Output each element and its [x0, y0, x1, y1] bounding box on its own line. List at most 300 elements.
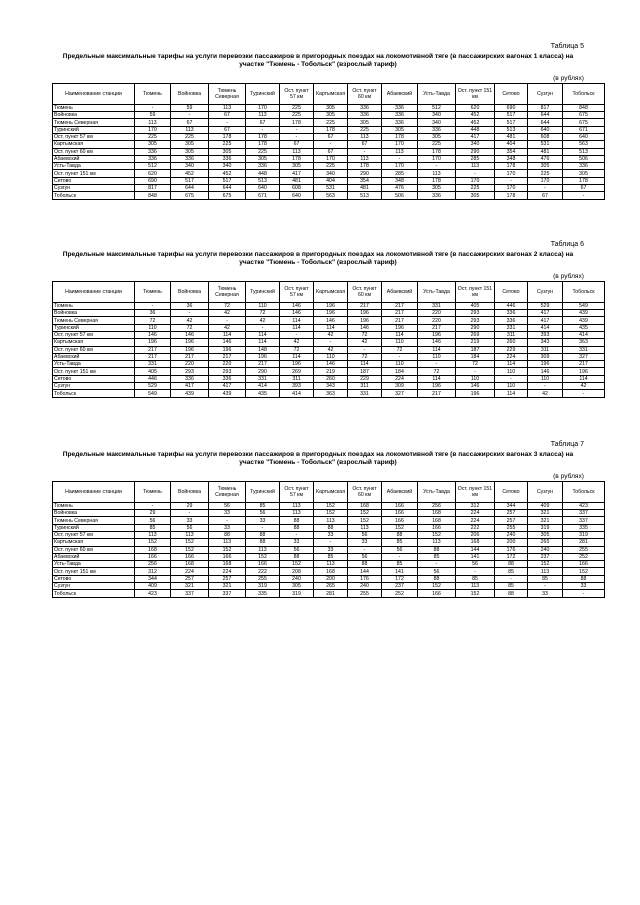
fare-cell: 59 — [171, 104, 209, 111]
fare-cell: 88 — [382, 532, 418, 539]
station-name: Тобольск — [53, 192, 135, 199]
fare-cell: 224 — [209, 568, 246, 575]
fare-cell: 168 — [314, 568, 348, 575]
fare-cell: 170 — [382, 141, 418, 148]
fare-cell: - — [280, 126, 314, 133]
fare-cell: 72 — [209, 302, 246, 309]
fare-cell: 224 — [171, 568, 209, 575]
fare-cell: 414 — [280, 390, 314, 397]
fare-cell: 257 — [171, 575, 209, 582]
fare-cell: 336 — [209, 375, 246, 382]
fare-cell: 152 — [209, 546, 246, 553]
fare-cell: 170 — [528, 177, 563, 184]
fare-cell: 85 — [456, 575, 495, 582]
fare-cell: - — [135, 302, 171, 309]
station-name: Усть-Тавда — [53, 163, 135, 170]
station-name: Ост. пункт 57 км — [53, 532, 135, 539]
station-name: Сетово — [53, 575, 135, 582]
fare-cell: 88 — [246, 539, 280, 546]
fare-cell: 110 — [528, 375, 563, 382]
fare-cell: 88 — [280, 553, 314, 560]
fare-cell: - — [456, 170, 495, 177]
fare-cell: 229 — [495, 346, 528, 353]
fare-cell: 340 — [314, 170, 348, 177]
fare-cell: 225 — [456, 185, 495, 192]
fare-cell: 178 — [246, 141, 280, 148]
fare-cell: 331 — [135, 361, 171, 368]
fare-cell: 217 — [171, 353, 209, 360]
fare-cell: 110 — [135, 324, 171, 331]
fare-cell: 224 — [495, 353, 528, 360]
fare-cell: 114 — [563, 375, 605, 382]
fare-cell: 113 — [280, 148, 314, 155]
fare-cell: 452 — [456, 112, 495, 119]
fare-cell: 848 — [135, 192, 171, 199]
fare-cell: 336 — [171, 375, 209, 382]
fare-cell: - — [418, 163, 456, 170]
fare-cell: 178 — [382, 134, 418, 141]
fare-cell: 220 — [418, 310, 456, 317]
table-row — [53, 583, 605, 590]
fare-cell: 166 — [246, 561, 280, 568]
fare-cell: 178 — [348, 163, 382, 170]
fare-cell: 196 — [209, 346, 246, 353]
station-name: Тюмень — [53, 502, 135, 509]
fare-cell: 414 — [246, 383, 280, 390]
fare-cell: 113 — [209, 539, 246, 546]
fare-cell: 414 — [563, 332, 605, 339]
fare-cell: 336 — [418, 126, 456, 133]
fare-cell: 255 — [563, 546, 605, 553]
column-header: Ост. пункт 151 км — [456, 281, 495, 302]
fare-cell: - — [314, 539, 348, 546]
fare-cell: 446 — [495, 302, 528, 309]
column-header: Тобольск — [563, 281, 605, 302]
fare-cell: 141 — [456, 553, 495, 560]
fare-cell: 187 — [348, 368, 382, 375]
station-name: Туринский — [53, 126, 135, 133]
fare-cell: 170 — [246, 104, 280, 111]
fare-cell: 178 — [418, 148, 456, 155]
station-name: Ост. пункт 57 км — [53, 134, 135, 141]
fare-cell: - — [280, 332, 314, 339]
column-header: Войновка — [171, 83, 209, 104]
fare-cell: 337 — [563, 510, 605, 517]
fare-cell: 42 — [314, 332, 348, 339]
fare-cell: 88 — [280, 524, 314, 531]
fare-cell: 67 — [563, 185, 605, 192]
table-row — [53, 568, 605, 575]
fare-cell: 439 — [209, 390, 246, 397]
fare-cell: 113 — [456, 163, 495, 170]
fare-cell: 196 — [171, 339, 209, 346]
fare-cell: 178 — [495, 163, 528, 170]
unit-label: (в рублях) — [553, 74, 584, 82]
fare-cell: 110 — [418, 353, 456, 360]
fare-cell: 146 — [280, 310, 314, 317]
fare-cell: 423 — [563, 502, 605, 509]
fare-cell: 146 — [456, 383, 495, 390]
fare-cell: 220 — [209, 361, 246, 368]
fare-cell: 260 — [314, 375, 348, 382]
fare-cell: 196 — [418, 332, 456, 339]
fare-cell: 72 — [418, 368, 456, 375]
fare-cell: 417 — [528, 317, 563, 324]
fare-cell: 85 — [528, 575, 563, 582]
column-header: Тюмень Северная — [209, 481, 246, 502]
table-row — [53, 539, 605, 546]
fare-cell: 448 — [246, 170, 280, 177]
table-row — [53, 148, 605, 155]
station-name: Сузгун — [53, 383, 135, 390]
fare-cell: 321 — [171, 583, 209, 590]
fare-cell: - — [456, 568, 495, 575]
fare-cell: 113 — [348, 134, 382, 141]
column-header: Туринский — [246, 281, 280, 302]
fare-cell: 85 — [246, 502, 280, 509]
fare-cell: 225 — [135, 134, 171, 141]
column-header: Ост. пункт 151 км — [456, 83, 495, 104]
fare-cell: 146 — [171, 332, 209, 339]
unit-label: (в рублях) — [553, 472, 584, 480]
fare-cell: - — [563, 390, 605, 397]
fare-cell: 200 — [314, 575, 348, 582]
fare-cell: 146 — [528, 368, 563, 375]
fare-cell: 217 — [246, 361, 280, 368]
station-name: Ост. пункт 60 км — [53, 148, 135, 155]
fare-cell: 319 — [563, 532, 605, 539]
fare-cell: 257 — [495, 517, 528, 524]
fare-cell: 309 — [382, 383, 418, 390]
table-row — [53, 361, 605, 368]
fare-cell: 85 — [495, 583, 528, 590]
column-header: Ост. пункт 57 км — [280, 281, 314, 302]
fare-cell: 690 — [135, 177, 171, 184]
fare-cell: 225 — [280, 112, 314, 119]
fare-cell: 113 — [348, 155, 382, 162]
fare-cell: 225 — [314, 119, 348, 126]
fare-cell: 620 — [456, 104, 495, 111]
fare-cell: 348 — [495, 155, 528, 162]
fare-cell: 224 — [456, 510, 495, 517]
fare-cell: 72 — [171, 324, 209, 331]
fare-cell: 33 — [209, 524, 246, 531]
fare-cell: 88 — [280, 517, 314, 524]
fare-cell: 225 — [528, 170, 563, 177]
fare-cell: 113 — [314, 561, 348, 568]
fare-cell: 336 — [563, 163, 605, 170]
fare-cell: 85 — [382, 539, 418, 546]
fare-cell: 114 — [280, 317, 314, 324]
fare-cell: 305 — [382, 126, 418, 133]
fare-cell: 196 — [418, 383, 456, 390]
fare-cell: 225 — [171, 134, 209, 141]
fare-cell: 237 — [382, 583, 418, 590]
fare-cell: 88 — [418, 546, 456, 553]
station-name: Сузгун — [53, 185, 135, 192]
table-row — [53, 546, 605, 553]
fare-cell: 305 — [135, 141, 171, 148]
fare-cell: 331 — [563, 346, 605, 353]
fare-cell: 257 — [209, 575, 246, 582]
fare-cell: 88 — [314, 524, 348, 531]
fare-cell: 336 — [209, 155, 246, 162]
fare-cell: 206 — [456, 532, 495, 539]
header-row — [53, 481, 605, 502]
fare-cell: 608 — [280, 185, 314, 192]
fare-cell: 671 — [563, 126, 605, 133]
fare-cell: 305 — [528, 532, 563, 539]
fare-cell: 168 — [135, 546, 171, 553]
fare-cell: 340 — [456, 141, 495, 148]
table-title: Предельные максимальные тарифы на услуги перевозки пассажиров в пригородных поездах на локомотивной тяге (в пассажирских вагонах 1 класса) на участке "Тюмень - Тобольск" (взрослый тариф) — [62, 53, 574, 69]
fare-cell: 114 — [280, 324, 314, 331]
fare-cell: - — [171, 510, 209, 517]
fare-cell: 293 — [171, 368, 209, 375]
fare-cell: 240 — [528, 546, 563, 553]
fare-cell: 446 — [135, 375, 171, 382]
fare-cell: 152 — [246, 553, 280, 560]
fare-cell: 113 — [280, 510, 314, 517]
fare-cell: 152 — [456, 590, 495, 597]
fare-cell: - — [348, 546, 382, 553]
column-header: Тюмень — [135, 481, 171, 502]
fare-cell: 88 — [246, 532, 280, 539]
fare-cell: 59 — [135, 112, 171, 119]
fare-cell: - — [135, 104, 171, 111]
fare-cell: 178 — [418, 177, 456, 184]
fare-cell: 305 — [280, 583, 314, 590]
table-row — [53, 510, 605, 517]
fare-cell: 517 — [495, 112, 528, 119]
fare-cell: 170 — [135, 126, 171, 133]
fare-cell: 529 — [528, 302, 563, 309]
fare-cell: 452 — [456, 119, 495, 126]
column-header: Абаевский — [382, 281, 418, 302]
table-row — [53, 310, 605, 317]
fare-cell: 42 — [314, 346, 348, 353]
fare-cell: 166 — [171, 553, 209, 560]
fare-cell: 170 — [495, 170, 528, 177]
fare-cell: 305 — [456, 192, 495, 199]
fare-cell: 513 — [563, 148, 605, 155]
fare-cell: 72 — [456, 361, 495, 368]
station-name: Тюмень Северная — [53, 517, 135, 524]
fare-cell: 305 — [314, 112, 348, 119]
fare-cell: 110 — [382, 339, 418, 346]
fare-cell: 331 — [246, 375, 280, 382]
fare-cell: 331 — [495, 324, 528, 331]
fare-cell: 67 — [280, 141, 314, 148]
fare-cell: 690 — [495, 104, 528, 111]
table-row — [53, 502, 605, 509]
fare-cell: 354 — [495, 148, 528, 155]
fare-cell: - — [456, 368, 495, 375]
table-section-6 — [52, 240, 595, 398]
fare-cell: 114 — [280, 353, 314, 360]
fare-cell: 152 — [280, 561, 314, 568]
fare-cell: 340 — [171, 163, 209, 170]
station-name: Ост. пункт 151 км — [53, 568, 135, 575]
fare-cell: 114 — [246, 332, 280, 339]
fare-cell: 166 — [418, 590, 456, 597]
fare-cell: 42 — [209, 310, 246, 317]
station-name: Сетово — [53, 375, 135, 382]
fare-cell: 187 — [456, 346, 495, 353]
fare-cell: 476 — [382, 185, 418, 192]
table-number: Таблица 7 — [550, 441, 584, 448]
fare-cell: 56 — [209, 502, 246, 509]
fare-cell: 348 — [382, 177, 418, 184]
station-name: Абаевский — [53, 353, 135, 360]
unit-label: (в рублях) — [553, 272, 584, 280]
fare-cell: 217 — [382, 317, 418, 324]
station-name: Войновка — [53, 310, 135, 317]
station-name: Ост. пункт 60 км — [53, 346, 135, 353]
column-header: Войновка — [171, 481, 209, 502]
fare-cell: 166 — [209, 553, 246, 560]
column-header-station: Наименование станции — [53, 481, 135, 502]
fare-cell: 67 — [348, 141, 382, 148]
fare-cell: 404 — [314, 177, 348, 184]
table-row — [53, 134, 605, 141]
fare-cell: 321 — [528, 510, 563, 517]
fare-cell: 327 — [563, 353, 605, 360]
fare-cell: 217 — [135, 346, 171, 353]
fare-cell: 113 — [171, 126, 209, 133]
fare-cell: 56 — [280, 546, 314, 553]
fare-cell: 405 — [135, 368, 171, 375]
fare-cell: 67 — [171, 119, 209, 126]
fare-cell: 417 — [209, 383, 246, 390]
column-header: Усть-Тавда — [418, 481, 456, 502]
fare-cell: 220 — [418, 317, 456, 324]
fare-cell: 337 — [171, 590, 209, 597]
fare-cell: 176 — [348, 575, 382, 582]
fare-cell: 817 — [528, 104, 563, 111]
fare-cell: 200 — [495, 539, 528, 546]
fare-cell: 448 — [456, 126, 495, 133]
fare-cell: 42 — [171, 317, 209, 324]
column-header: Сетово — [495, 481, 528, 502]
fare-cell: 640 — [280, 192, 314, 199]
fare-cell: 319 — [528, 524, 563, 531]
column-header: Тобольск — [563, 83, 605, 104]
fare-cell: 196 — [314, 310, 348, 317]
fare-cell: - — [246, 324, 280, 331]
fare-cell: 113 — [348, 524, 382, 531]
fare-cell: 113 — [246, 112, 280, 119]
fare-cell: 435 — [246, 390, 280, 397]
fare-cell: 113 — [418, 170, 456, 177]
table-row — [53, 155, 605, 162]
fare-cell: 644 — [528, 112, 563, 119]
fare-cell: 265 — [528, 539, 563, 546]
fare-cell: 848 — [563, 104, 605, 111]
fare-cell: 42 — [280, 339, 314, 346]
fare-cell: 481 — [280, 177, 314, 184]
fare-cell: 196 — [280, 361, 314, 368]
fare-cell: 224 — [456, 517, 495, 524]
fare-cell: 168 — [418, 510, 456, 517]
fare-cell: 563 — [563, 141, 605, 148]
fare-cell: 67 — [209, 126, 246, 133]
table-row — [53, 324, 605, 331]
station-name: Тюмень — [53, 302, 135, 309]
fare-cell: 405 — [456, 302, 495, 309]
fare-cell: 110 — [382, 361, 418, 368]
fare-cell: 85 — [418, 553, 456, 560]
fare-cell: 225 — [246, 148, 280, 155]
fare-cell: - — [495, 575, 528, 582]
fare-cell: 321 — [528, 517, 563, 524]
station-name: Тюмень Северная — [53, 317, 135, 324]
fare-cell: 196 — [528, 361, 563, 368]
fare-cell: 152 — [528, 561, 563, 568]
fare-cell: 113 — [209, 104, 246, 111]
fare-cell: - — [563, 192, 605, 199]
column-header-station: Наименование станции — [53, 83, 135, 104]
fare-cell: 208 — [280, 568, 314, 575]
fare-cell: 196 — [348, 317, 382, 324]
fare-cell: 170 — [382, 163, 418, 170]
fare-cell: 309 — [528, 353, 563, 360]
fare-cell: 513 — [246, 177, 280, 184]
fare-cell: 675 — [563, 119, 605, 126]
fare-cell: 225 — [314, 163, 348, 170]
fare-cell: - — [314, 339, 348, 346]
fare-cell: 152 — [418, 583, 456, 590]
fare-cell: 113 — [382, 148, 418, 155]
fare-cell: 220 — [171, 361, 209, 368]
fare-cell: 33 — [171, 517, 209, 524]
fare-cell: 196 — [246, 353, 280, 360]
table-row — [53, 575, 605, 582]
fare-cell: 260 — [495, 339, 528, 346]
fare-cell: 363 — [563, 339, 605, 346]
fare-cell: 331 — [418, 302, 456, 309]
fare-cell: 72 — [382, 346, 418, 353]
fare-cell: 257 — [495, 510, 528, 517]
fare-cell: - — [209, 517, 246, 524]
fare-cell: 255 — [348, 590, 382, 597]
fare-cell: 72 — [280, 346, 314, 353]
fare-cell: 88 — [495, 590, 528, 597]
fare-cell: 256 — [418, 502, 456, 509]
fare-cell: 72 — [348, 332, 382, 339]
table-title: Предельные максимальные тарифы на услуги перевозки пассажиров в пригородных поездах на локомотивной тяге (в пассажирских вагонах 2 класса) на участке "Тюмень - Тобольск" (взрослый тариф) — [62, 251, 574, 267]
fare-cell: 144 — [456, 546, 495, 553]
fare-cell: 33 — [314, 546, 348, 553]
table-section-5 — [52, 42, 595, 200]
fare-cell: 196 — [348, 310, 382, 317]
fare-cell: 172 — [495, 553, 528, 560]
fare-cell: 152 — [135, 539, 171, 546]
station-name: Ост. пункт 60 км — [53, 546, 135, 553]
table-row — [53, 177, 605, 184]
fare-cell: 640 — [246, 185, 280, 192]
fare-cell: 417 — [280, 170, 314, 177]
fare-cell: 404 — [495, 141, 528, 148]
fare-cell: - — [528, 583, 563, 590]
fare-cell: 217 — [209, 353, 246, 360]
column-header: Ост. пункт 151 км — [456, 481, 495, 502]
fare-cell: - — [382, 553, 418, 560]
fare-cell: 620 — [135, 170, 171, 177]
fare-cell: 393 — [280, 383, 314, 390]
fare-cell: 42 — [246, 317, 280, 324]
fare-cell: 252 — [382, 590, 418, 597]
